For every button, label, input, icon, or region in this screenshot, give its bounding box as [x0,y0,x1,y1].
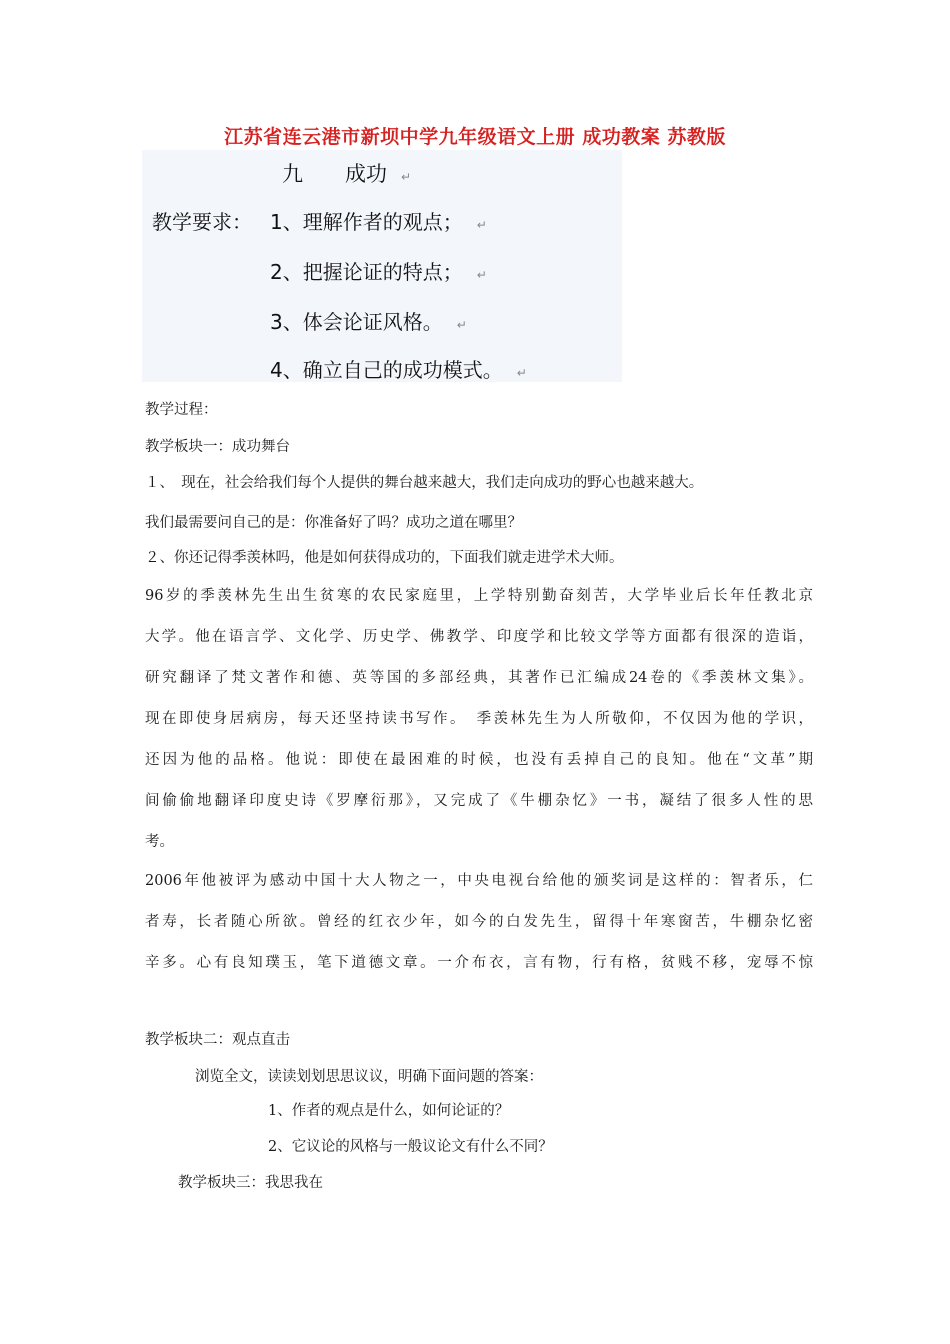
requirement-item: 2、把握论证的特点； ↵ [270,260,487,284]
biography-line: 96岁的季羡林先生出生贫寒的农民家庭里，上学特别勤奋刻苦，大学毕业后长年任教北京 [145,588,813,604]
item1-line: １、 现在，社会给我们每个人提供的舞台越来越大，我们走向成功的野心也越来越大。 [145,475,704,491]
return-mark-icon: ↵ [401,170,412,184]
requirement-item: 1、理解作者的观点； ↵ [270,210,487,234]
return-mark-icon: ↵ [456,318,467,332]
biography-line: 研究翻译了梵文著作和德、英等国的多部经典，其著作已汇编成24卷的《季羡林文集》。 [145,670,813,686]
module2-intro: 浏览全文，读读划划思思议议，明确下面问题的答案： [195,1069,543,1085]
biography-line: 间偷偷地翻译印度史诗《罗摩衍那》，又完成了《牛棚杂忆》一书，凝结了很多人性的思 [145,793,813,809]
process-label: 教学过程： [145,402,218,418]
lesson-heading-text: 九 成功 [282,162,387,186]
item1-line: 我们最需要问自己的是：你准备好了吗？成功之道在哪里？ [145,515,522,531]
biography-line: 现在即使身居病房，每天还坚持读书写作。 季羡林先生为人所敬仰，不仅因为他的学识， [145,711,813,727]
module2-question: 2、它议论的风格与一般议论文有什么不同？ [268,1139,553,1155]
biography-line: 考。 [145,834,174,850]
biography-line: 还因为他的品格。他说：即使在最困难的时候，也没有丢掉自己的良知。他在“文革”期 [145,752,813,768]
item2-line: ２、你还记得季羡林吗，他是如何获得成功的，下面我们就走进学术大师。 [145,550,624,566]
return-mark-icon: ↵ [516,366,527,380]
scanned-requirements-image [142,150,622,382]
lesson-heading [282,158,411,188]
module2-question: 1、作者的观点是什么，如何论证的？ [268,1103,510,1119]
return-mark-icon: ↵ [476,218,487,232]
award-line: 2006年他被评为感动中国十大人物之一，中央电视台给他的颁奖词是这样的：智者乐，仁 [145,873,813,889]
return-mark-icon: ↵ [476,268,487,282]
page-title: 江苏省连云港市新坝中学九年级语文上册 成功教案 苏教版 [224,126,726,148]
module3-title: 教学板块三：我思我在 [178,1175,323,1191]
award-line: 者寿，长者随心所欲。曾经的红衣少年，如今的白发先生，留得十年寒窗苦，牛棚杂忆密 [145,914,813,930]
requirement-item: 4、确立自己的成功模式。 ↵ [270,358,527,382]
requirements-label: 教学要求： [152,210,252,234]
module2-title: 教学板块二：观点直击 [145,1032,290,1048]
requirement-item: 3、体会论证风格。 ↵ [270,310,467,334]
biography-line: 大学。他在语言学、文化学、历史学、佛教学、印度学和比较文学等方面都有很深的造诣， [145,629,813,645]
module1-title: 教学板块一：成功舞台 [145,439,290,455]
award-line: 辛多。心有良知璞玉，笔下道德文章。一介布衣，言有物，行有格，贫贱不移，宠辱不惊 [145,955,813,971]
